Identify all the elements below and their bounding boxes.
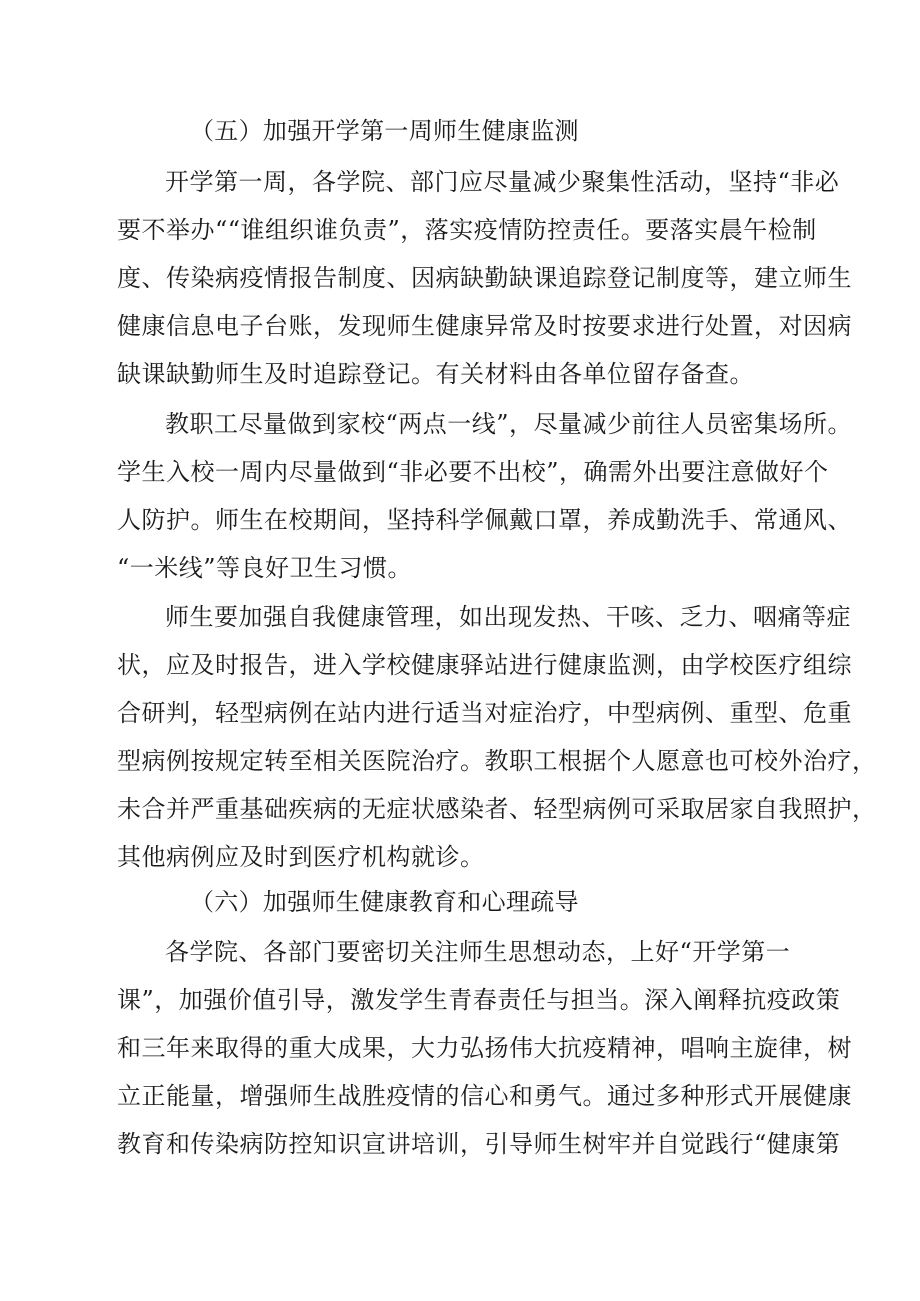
paragraph-line: 教育和传染病防控知识宣讲培训，引导师生树牢并自觉践行“健康第 (117, 1130, 841, 1158)
paragraph-line: 师生要加强自我健康管理，如出现发热、干咳、乏力、咽痛等症 (165, 603, 851, 631)
paragraph-line: 人防护。师生在校期间，坚持科学佩戴口罩，养成勤洗手、常通风、 (117, 506, 852, 534)
section-heading: （六）加强师生健康教育和心理疏导 (190, 888, 579, 916)
paragraph-line: 要不举办““谁组织谁负责”，落实疫情防控责任。要落实晨午检制 (117, 216, 817, 244)
paragraph-line: 型病例按规定转至相关医院治疗。教职工根据个人愿意也可校外治疗， (117, 747, 877, 775)
paragraph-line: 立正能量，增强师生战胜疫情的信心和勇气。通过多种形式开展健康 (117, 1082, 852, 1110)
paragraph-line: 合研判，轻型病例在站内进行适当对症治疗，中型病例、重型、危重 (117, 699, 852, 727)
paragraph-line: 开学第一周，各学院、部门应尽量减少聚集性活动，坚持“非必 (165, 168, 840, 196)
section-heading: （五）加强开学第一周师生健康监测 (190, 117, 579, 145)
paragraph-line: 未合并严重基础疾病的无症状感染者、轻型病例可采取居家自我照护， (117, 795, 877, 823)
paragraph-line: 学生入校一周内尽量做到“非必要不出校”，确需外出要注意做好个 (117, 458, 829, 486)
paragraph-line: “一米线”等良好卫生习惯。 (117, 554, 413, 582)
paragraph-line: 健康信息电子台账，发现师生健康异常及时按要求进行处置，对因病 (117, 312, 852, 340)
paragraph-line: 和三年来取得的重大成果，大力弘扬伟大抗疫精神，唱响主旋律，树 (117, 1034, 852, 1062)
paragraph-line: 度、传染病疫情报告制度、因病缺勤缺课追踪登记制度等，建立师生 (117, 264, 852, 292)
paragraph-line: 各学院、各部门要密切关注师生思想动态，上好“开学第一 (165, 938, 791, 966)
paragraph-line: 其他病例应及时到医疗机构就诊。 (117, 843, 485, 871)
paragraph-line: 缺课缺勤师生及时追踪登记。有关材料由各单位留存备查。 (117, 360, 754, 388)
paragraph-line: 教职工尽量做到家校“两点一线”，尽量减少前往人员密集场所。 (165, 410, 853, 438)
paragraph-line: 课”，加强价值引导，激发学生青春责任与担当。深入阐释抗疫政策 (117, 986, 841, 1014)
paragraph-line: 状，应及时报告，进入学校健康驿站进行健康监测，由学校医疗组综 (117, 651, 852, 679)
